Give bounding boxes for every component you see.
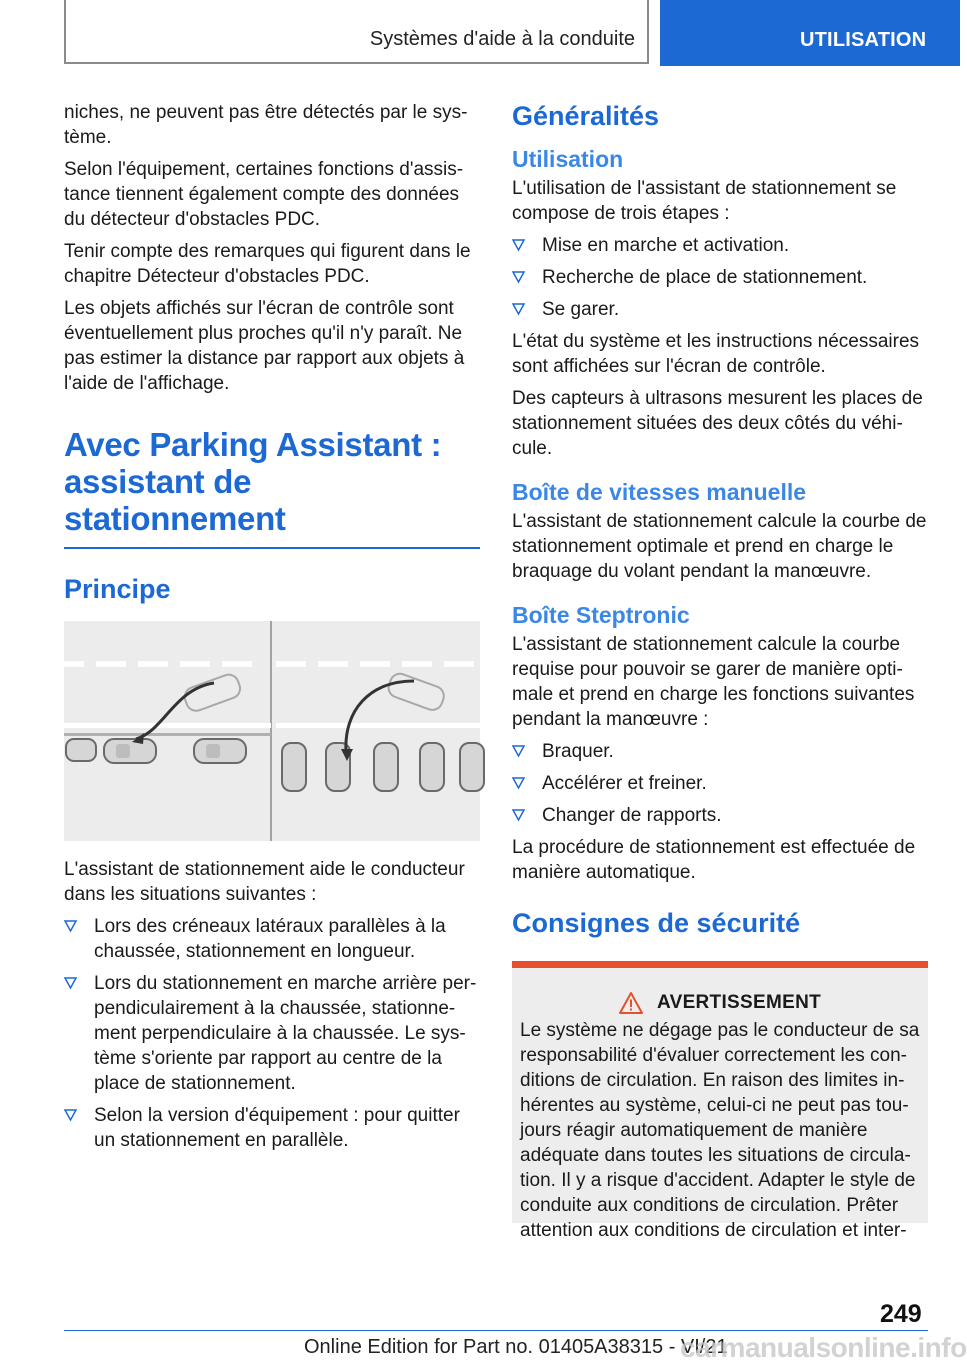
manual-gearbox-heading: Boîte de vitesses manuelle: [512, 479, 807, 505]
parking-illustration: [64, 621, 480, 841]
footer-divider: [64, 1330, 928, 1331]
usage-paragraph-2: L'état du système et les instructions nécessaires sont affichées sur l'écran de contrôle.: [512, 331, 920, 377]
principle-text: L'assistant de stationnement aide le conducteur dans les situations suivantes :: [64, 859, 465, 905]
situation-3: Selon la version d'équipement : pour quitter un stationnement en parallèle.: [94, 1105, 460, 1151]
triangle-bullet-icon: [512, 239, 525, 251]
manual-gearbox-text: L'assistant de stationnement calcule la courbe de stationnement optimale et prend en charge le braquage du volant pendant la manœuvre.: [512, 511, 927, 582]
warning-text: Le système ne dégage pas le conducteur de sa responsabilité d'évaluer correctement les con-ditions de circulation. En raison des limites in-hérentes au système, celui-ci ne peut pas tou-jours réagir automatiquement de manière adéquate dans toutes les situations de circula-tion. Il y a risque d'accident. Adapter le style de conduite aux conditions de circulation. Prêter attention aux conditions de circulation et inter-: [520, 1020, 920, 1241]
list-item: [512, 297, 928, 322]
warning-header: [520, 992, 920, 1014]
header-section-box: [64, 0, 649, 64]
header-chapter-title: UTILISATION: [800, 29, 927, 51]
triangle-bullet-icon: [512, 777, 525, 789]
usage-paragraph-3: Des capteurs à ultrasons mesurent les places de stationnement situées des deux côtés du véhi-cule.: [512, 388, 923, 459]
footer-edition: Online Edition for Part no. 01405A38315 - VI/21: [304, 1336, 728, 1358]
list-item: [512, 233, 928, 258]
step-1: Mise en marche et activation.: [542, 235, 790, 256]
safety-heading: Consignes de sécurité: [512, 908, 801, 938]
triangle-bullet-icon: [512, 271, 525, 283]
function-2: Accélérer et freiner.: [542, 773, 707, 794]
steptronic-paragraph-2: La procédure de stationnement est effectuée de manière automatique.: [512, 837, 916, 883]
footer-watermark: carmanualsonline.info: [680, 1332, 967, 1363]
header-section-title: Systèmes d'aide à la conduite: [369, 28, 635, 50]
title-divider: [64, 547, 480, 549]
step-2: Recherche de place de stationnement.: [542, 267, 868, 288]
triangle-bullet-icon: [512, 745, 525, 757]
steps-list: [512, 233, 928, 322]
right-column: [512, 100, 928, 1241]
intro-paragraph-4: Les objets affichés sur l'écran de contrôle sont éventuellement plus proches qu'il n'y paraît. Ne pas estimer la distance par rapport aux objets à l'aide de l'affichage.: [64, 298, 465, 394]
steptronic-text: L'assistant de stationnement calcule la courbe requise pour pouvoir se garer de manière opti-male et prend en charge les fonctions suivantes pendant la manœuvre :: [512, 634, 915, 730]
situation-2: Lors du stationnement en marche arrière per-pendiculairement à la chaussée, stationne-ment perpendiculaire à la chaussée. Le sys-tème s'oriente par rapport au centre de la place de stationnement.: [94, 973, 477, 1094]
left-column: [64, 100, 480, 1160]
list-item: [512, 771, 928, 796]
triangle-bullet-icon: [512, 809, 525, 821]
warning-accent-bar: [512, 961, 928, 968]
triangle-bullet-icon: [64, 1109, 77, 1121]
parking-diagram: [64, 621, 480, 841]
step-3: Se garer.: [542, 299, 620, 320]
principle-heading: Principe: [64, 574, 171, 604]
page-number: 249: [880, 1300, 922, 1328]
intro-paragraph-1: niches, ne peuvent pas être détectés par le sys-tème.: [64, 102, 468, 148]
steptronic-heading: Boîte Steptronic: [512, 602, 690, 628]
functions-list: [512, 739, 928, 828]
list-item: [512, 739, 928, 764]
intro-paragraph-3: Tenir compte des remarques qui figurent dans le chapitre Détecteur d'obstacles PDC.: [64, 241, 471, 287]
usage-heading: Utilisation: [512, 146, 624, 172]
general-heading: Généralités: [512, 101, 660, 131]
triangle-bullet-icon: [64, 920, 77, 932]
warning-box: [512, 968, 928, 1241]
situations-list: [64, 914, 480, 1153]
intro-paragraph-2: Selon l'équipement, certaines fonctions d'assis-tance tiennent également compte des données du détecteur d'obstacles PDC.: [64, 159, 464, 230]
main-section-title: Avec Parking Assistant : assistant de stationnement: [64, 426, 442, 537]
function-1: Braquer.: [542, 741, 614, 762]
list-item: [64, 914, 480, 964]
warning-title: AVERTISSEMENT: [656, 992, 821, 1013]
list-item: [512, 265, 928, 290]
list-item: [64, 1103, 480, 1153]
header-chapter-tab: [660, 0, 960, 66]
list-item: [64, 971, 480, 1096]
triangle-bullet-icon: [512, 303, 525, 315]
list-item: [512, 803, 928, 828]
triangle-bullet-icon: [64, 977, 77, 989]
situation-1: Lors des créneaux latéraux parallèles à la chaussée, stationnement en longueur.: [94, 916, 446, 962]
function-3: Changer de rapports.: [542, 805, 722, 826]
usage-text: L'utilisation de l'assistant de stationnement se compose de trois étapes :: [512, 178, 897, 224]
warning-triangle-icon: [619, 992, 643, 1014]
